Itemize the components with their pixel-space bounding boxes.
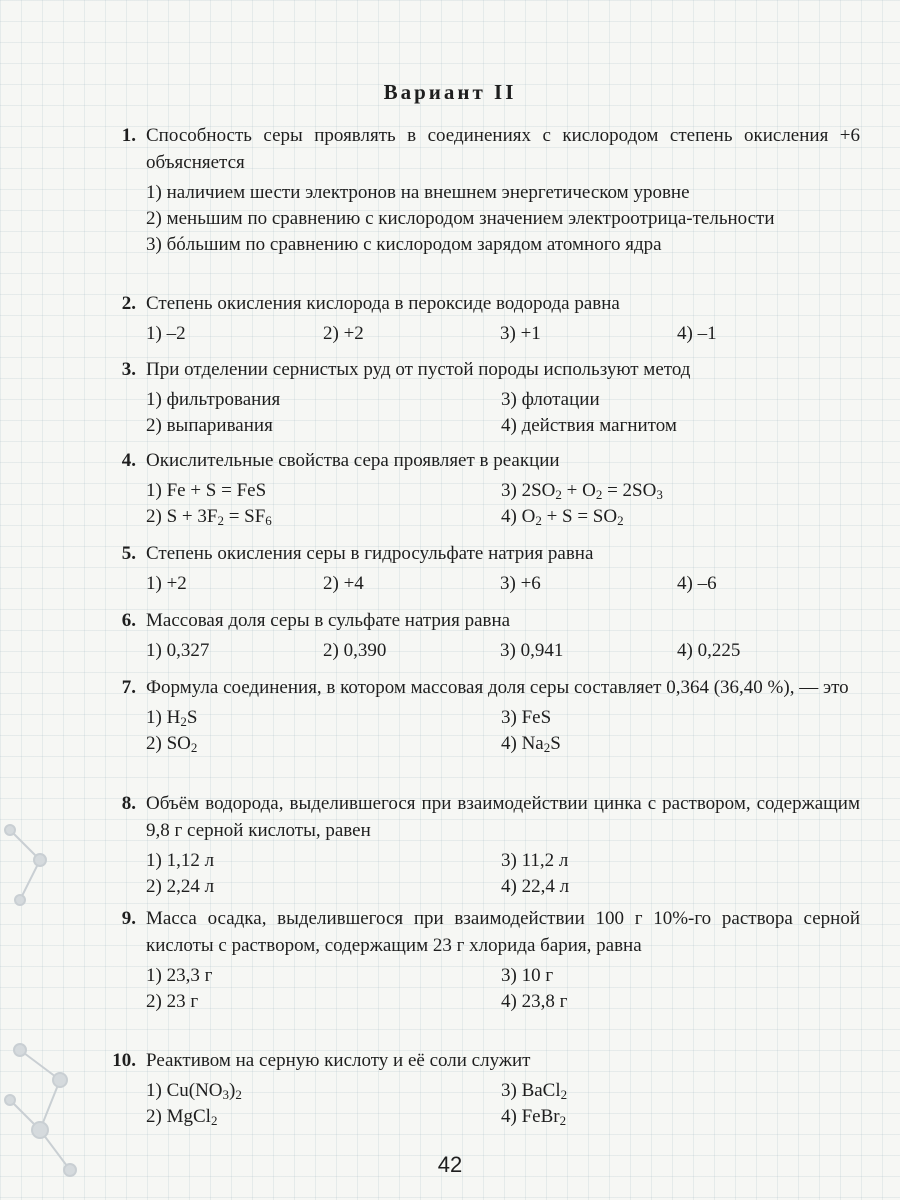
question-text: Объём водорода, выделившегося при взаимодействии цинка с раствором, содержащим 9,8 г серной кислоты, равен [146,793,860,841]
question-text: Реактивом на серную кислоту и её соли служит [146,1050,531,1071]
answer-option-4[interactable]: 4) 22,4 л [501,876,570,897]
question-7 [100,674,860,757]
answer-option-3[interactable]: 3) +6 [500,573,541,594]
molecule-decoration [0,800,90,1200]
question-number: 8. [121,793,136,814]
answer-option-1[interactable]: 1) $Cu(NO_3)_2$ [146,1080,242,1102]
answer-options [146,321,860,347]
answer-option-4[interactable]: 4) $Na_2S$ [501,733,561,755]
answer-options [146,963,860,1015]
answer-option-1[interactable]: 1) –2 [146,323,186,344]
answer-option-2[interactable]: 2) выпаривания [146,415,273,436]
answer-option-2[interactable]: 2) меньшим по сравнению с кислородом значением электроотрица-тельности [146,208,775,229]
question-2 [100,290,860,347]
answer-option-3[interactable]: 3) 11,2 л [501,850,569,871]
question-text: Окислительные свойства сера проявляет в реакции [146,450,560,471]
answer-option-2[interactable]: 2) $SO_2$ [146,733,198,755]
answer-option-1[interactable]: 1) 1,12 л [146,850,215,871]
question-9 [100,905,860,1015]
question-number: 3. [121,359,136,380]
question-number: 9. [121,908,136,929]
question-number: 6. [121,610,136,631]
answer-option-3[interactable]: 3) бóльшим по сравнению с кислородом зарядом атомного ядра [146,234,662,255]
answer-option-4[interactable]: 4) FeBr$_2$ [501,1106,567,1128]
question-text: Масса осадка, выделившегося при взаимодействии 100 г 10%-го раствора серной кислоты с раствором, содержащим 23 г хлорида бария, равна [146,908,860,956]
answer-option-4[interactable]: 4) $O_2 + S = SO_2$ [501,506,624,528]
answer-option-2[interactable]: 2) +4 [323,573,364,594]
question-number: 4. [121,450,136,471]
answer-option-2[interactable]: 2) 0,390 [323,640,387,661]
question-10 [100,1047,860,1130]
answer-option-3[interactable]: 3) 10 г [501,965,554,986]
answer-options [146,1078,860,1130]
answer-option-1[interactable]: 1) +2 [146,573,187,594]
question-number: 1. [121,125,136,146]
question-5 [100,540,860,597]
question-number: 5. [121,543,136,564]
question-number: 2. [121,293,136,314]
answer-option-4[interactable]: 4) –1 [677,323,717,344]
answer-option-3[interactable]: 3) $2SO_2 + O_2 = 2SO_3$ [501,480,663,502]
answer-option-2[interactable]: 2) 23 г [146,991,199,1012]
question-text: Массовая доля серы в сульфате натрия равна [146,610,511,631]
question-1 [100,122,860,258]
question-text: Степень окисления серы в гидросульфате натрия равна [146,543,594,564]
question-4 [100,447,860,530]
question-number: 7. [121,677,136,698]
answer-option-3[interactable]: 3) +1 [500,323,541,344]
answer-option-4[interactable]: 4) –6 [677,573,717,594]
page-title: Вариант II [383,80,517,104]
answer-option-2[interactable]: 2) $S + 3F_2 = SF_6$ [146,506,272,528]
answer-option-4[interactable]: 4) 0,225 [677,640,741,661]
answer-option-1[interactable]: 1) фильтрования [146,389,281,410]
question-text: Формула соединения, в котором массовая доля серы составляет 0,364 (36,40 %), — это [146,677,849,698]
question-text: При отделении сернистых руд от пустой породы используют метод [146,359,691,380]
answer-option-2[interactable]: 2) +2 [323,323,364,344]
answer-option-1[interactable]: 1) $H_2S$ [146,707,198,729]
answer-option-4[interactable]: 4) 23,8 г [501,991,568,1012]
question-3 [100,356,860,439]
answer-option-3[interactable]: 3) флотации [501,389,600,410]
question-text: Степень окисления кислорода в пероксиде водорода равна [146,293,620,314]
question-number: 10. [112,1050,136,1071]
answer-options [146,387,860,439]
answer-option-3[interactable]: 3) BaCl$_2$ [501,1080,568,1102]
answer-option-1[interactable]: 1) 0,327 [146,640,210,661]
answer-option-2[interactable]: 2) 2,24 л [146,876,215,897]
page-number: 42 [437,1152,463,1177]
answer-option-1[interactable]: 1) 23,3 г [146,965,213,986]
answer-option-2[interactable]: 2) MgCl$_2$ [146,1106,218,1128]
question-6 [100,607,860,664]
answer-option-3[interactable]: 3) 0,941 [500,640,564,661]
question-8 [100,790,860,900]
answer-options [146,848,860,900]
answer-option-1[interactable]: 1) Fe + S = FeS [146,480,267,501]
answer-option-4[interactable]: 4) действия магнитом [501,415,677,436]
answer-option-3[interactable]: 3) FeS [501,707,552,728]
answer-options [146,571,860,597]
answer-options [146,638,860,664]
question-text: Способность серы проявлять в соединениях с кислородом степень окисления +6 объясняется [146,125,860,173]
answer-options [146,180,860,258]
answer-options [146,705,860,757]
answer-option-1[interactable]: 1) наличием шести электронов на внешнем энергетическом уровне [146,182,690,203]
answer-options [146,478,860,530]
